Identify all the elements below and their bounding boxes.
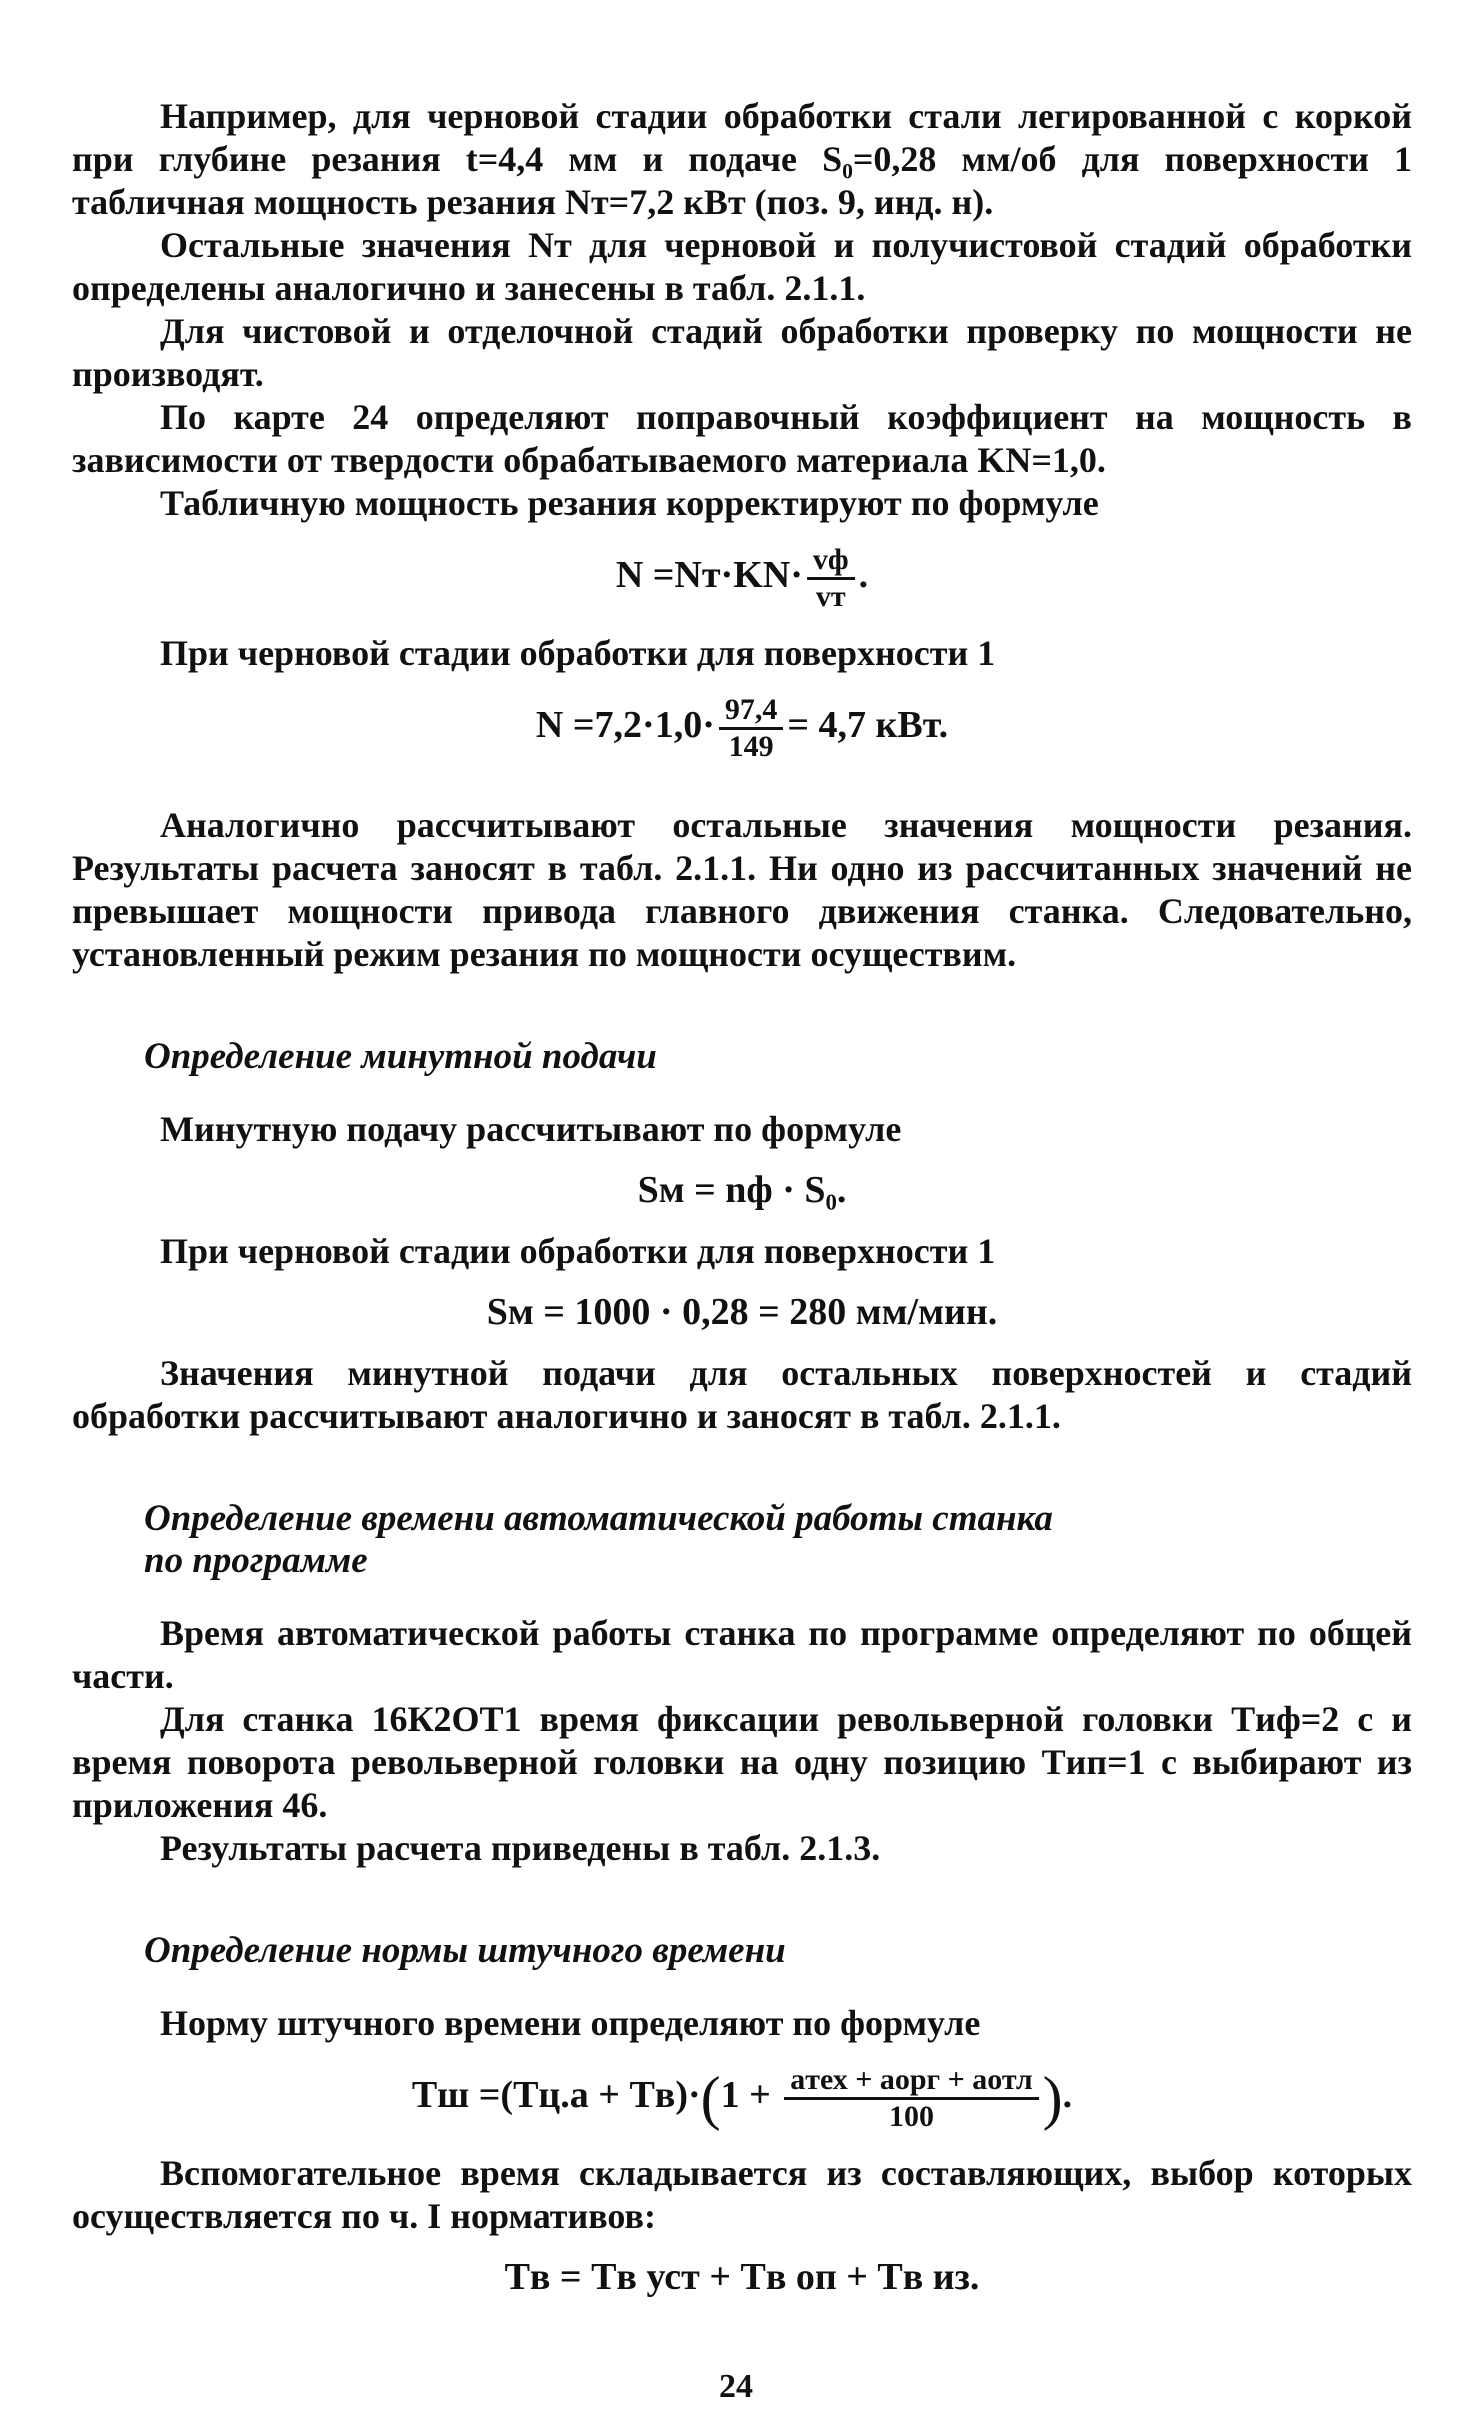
paragraph-minute-feed-results: Значения минутной подачи для остальных поверхностей и стадий обработки рассчитывают аналогично и заносят в табл. 2.1.1. [72, 1353, 1412, 1436]
heading-automatic-time-line2: по программе [144, 1540, 368, 1581]
formula-piece-time-close-paren: ) [1042, 2065, 1063, 2131]
paragraph-correct-formula-intro: Табличную мощность резания корректируют по формуле [160, 483, 1099, 523]
formula-piece-time-open-paren: ( [700, 2065, 721, 2131]
formula-power-calc-denominator: 149 [728, 730, 774, 763]
heading-piece-time: Определение нормы штучного времени [144, 1930, 786, 1971]
paragraph-turret-times: Для станка 16К2ОТ1 время фиксации револьверной головки Tиф=2 с и время поворота револьверной головки на одну позицию Tип=1 с выбирают из приложения 46. [72, 1699, 1412, 1825]
formula-piece-time [72, 2063, 1412, 2134]
page-number: 24 [719, 2368, 753, 2405]
formula-power-calc-rhs: = 4,7 кВт. [787, 704, 949, 747]
formula-power-tail: . [858, 554, 869, 597]
formula-piece-time-numerator: aтех + aорг + aотл [784, 2063, 1038, 2100]
formula-auxiliary-time: Tв = Tв уст + Tв оп + Tв из. [504, 2256, 980, 2298]
formula-power-calc-numerator: 97,4 [719, 693, 784, 730]
formula-power-calc-lhs: N =7,2·1,0· [535, 704, 715, 747]
paragraph-rough-stage-2: При черновой стадии обработки для поверхности 1 [160, 1231, 996, 1271]
paragraph-finishing: Для чистовой и отделочной стадий обработки проверку по мощности не производят. [72, 311, 1412, 394]
formula-piece-time-denominator: 100 [888, 2100, 934, 2133]
formula-power-numerator: vф [807, 543, 855, 580]
formula-minute-feed-calc: Sм = 1000 · 0,28 = 280 мм/мин. [486, 1291, 998, 1333]
formula-piece-time-one: 1 + [720, 2074, 781, 2117]
formula-piece-time-lhs: Tш =(Tц.а + Tв)· [411, 2074, 701, 2117]
paragraph-example: Например, для черновой стадии обработки стали легированной с коркой при глубине резания t=4,4 мм и подаче S₀=0,28 мм/об для поверхности 1 табличная мощность резания Nт=7,2 кВт (поз. 9, инд. н). [72, 96, 1412, 222]
heading-automatic-time [144, 1498, 1412, 1582]
formula-piece-time-fraction [784, 2063, 1038, 2134]
paragraph-minute-feed-formula-intro: Минутную подачу рассчитывают по формуле [160, 1109, 902, 1149]
paragraph-other-values: Остальные значения Nт для черновой и получистовой стадий обработки определены аналогично и занесены в табл. 2.1.1. [72, 225, 1412, 308]
paragraph-piece-time-formula-intro: Норму штучного времени определяют по формуле [160, 2003, 981, 2043]
formula-minute-feed: Sм = nф · S₀. [637, 1169, 847, 1211]
paragraph-power-results: Аналогично рассчитывают остальные значения мощности резания. Результаты расчета заносят в табл. 2.1.1. Ни одно из рассчитанных значений не превышает мощности привода главного движения станка. Следовательно, установленный режим резания по мощности осуществим. [72, 805, 1412, 974]
formula-power-calc [72, 693, 1412, 764]
paragraph-automatic-time: Время автоматической работы станка по программе определяют по общей части. [72, 1613, 1412, 1696]
paragraph-results-table: Результаты расчета приведены в табл. 2.1.3. [160, 1828, 881, 1868]
paragraph-rough-stage-1: При черновой стадии обработки для поверхности 1 [160, 633, 996, 673]
heading-automatic-time-line1: Определение времени автоматической работы станка [144, 1498, 1053, 1539]
document-page [72, 95, 1412, 2317]
paragraph-auxiliary-time: Вспомогательное время складывается из составляющих, выбор которых осуществляется по ч. I нормативов: [72, 2153, 1412, 2236]
formula-power-calc-fraction [719, 693, 784, 764]
formula-power-fraction [807, 543, 855, 614]
formula-power-lhs: N =Nт·KN· [615, 554, 803, 597]
formula-piece-time-tail: . [1062, 2074, 1073, 2117]
heading-minute-feed: Определение минутной подачи [144, 1036, 657, 1077]
formula-power-correction [72, 543, 1412, 614]
formula-power-denominator: vт [815, 580, 846, 613]
paragraph-correction-factor: По карте 24 определяют поправочный коэффициент на мощность в зависимости от твердости обрабатываемого материала KN=1,0. [72, 397, 1412, 480]
